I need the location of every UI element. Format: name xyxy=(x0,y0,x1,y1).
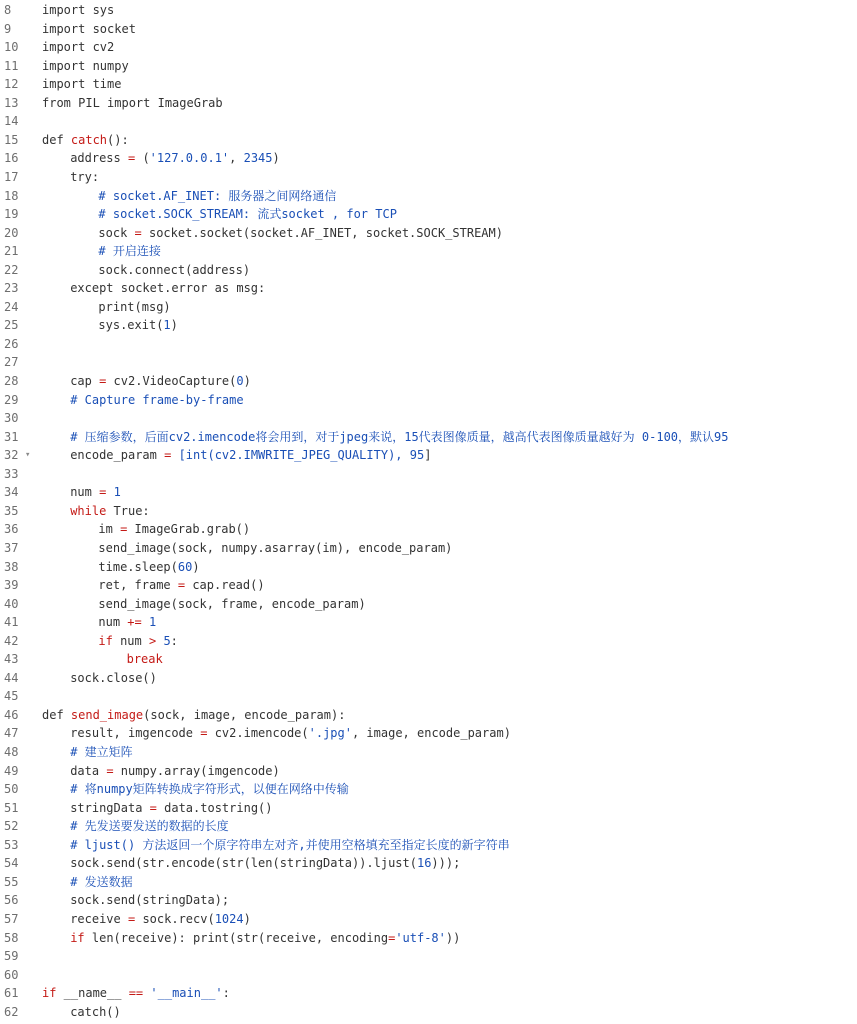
code-text xyxy=(98,205,397,223)
code-line[interactable] xyxy=(0,817,857,835)
code-token: def xyxy=(42,707,71,722)
code-token: [int(cv2.IMWRITE_JPEG_QUALITY), xyxy=(171,448,410,463)
code-line[interactable] xyxy=(0,131,857,149)
code-token: = xyxy=(106,763,114,778)
code-line[interactable] xyxy=(0,149,857,167)
code-token: (): xyxy=(107,132,129,147)
code-token: sock.send(stringData); xyxy=(70,893,230,908)
code-text xyxy=(98,224,503,242)
code-line[interactable] xyxy=(0,632,857,650)
code-token: import time xyxy=(42,77,122,92)
line-number: 52 xyxy=(4,819,19,834)
code-line[interactable] xyxy=(0,613,857,631)
line-number: 41 xyxy=(4,615,19,630)
code-token: ) xyxy=(243,911,251,926)
code-line[interactable] xyxy=(0,446,857,464)
line-number: 30 xyxy=(4,411,19,426)
fold-arrow-icon[interactable]: ▾ xyxy=(25,450,31,461)
code-token: break xyxy=(126,652,163,667)
code-token: , image, encode_param) xyxy=(351,726,511,741)
line-number: 56 xyxy=(4,893,19,908)
code-line[interactable] xyxy=(0,687,857,705)
code-token: result, imgencode xyxy=(70,726,201,741)
code-line[interactable] xyxy=(0,558,857,576)
code-text xyxy=(42,75,121,93)
code-token: address xyxy=(70,151,128,166)
code-text xyxy=(98,187,336,205)
line-number: 38 xyxy=(4,559,19,574)
code-text xyxy=(70,929,460,947)
code-text xyxy=(70,762,280,780)
code-token: socket.socket(socket.AF_INET, socket.SOCK_STREAM) xyxy=(141,225,503,240)
code-line[interactable] xyxy=(0,279,857,297)
code-token: while xyxy=(70,503,107,518)
code-token: # socket.SOCK_STREAM: 流式socket , for TCP xyxy=(98,207,397,222)
line-number: 12 xyxy=(4,77,19,92)
code-token: = xyxy=(177,578,186,593)
code-line[interactable] xyxy=(0,799,857,817)
code-text xyxy=(70,910,251,928)
code-line[interactable] xyxy=(0,20,857,38)
line-number: 37 xyxy=(4,540,19,555)
code-line[interactable] xyxy=(0,316,857,334)
code-line[interactable] xyxy=(0,873,857,891)
line-number: 16 xyxy=(4,151,19,166)
code-token: = xyxy=(99,374,107,388)
code-line[interactable] xyxy=(0,910,857,928)
code-token: time.sleep( xyxy=(98,559,178,574)
code-token: ))); xyxy=(431,856,461,871)
code-token: # 发送数据 xyxy=(70,874,133,889)
code-line[interactable] xyxy=(0,947,857,965)
code-token: sock xyxy=(98,225,135,240)
code-token: ImageGrab.grab() xyxy=(127,522,251,537)
code-token: > xyxy=(148,633,157,648)
code-token: # 开启连接 xyxy=(98,244,161,259)
code-text xyxy=(42,38,114,56)
line-number: 23 xyxy=(4,281,19,296)
code-token xyxy=(106,485,113,499)
line-number: 10 xyxy=(4,40,19,55)
code-line[interactable] xyxy=(0,502,857,520)
code-line[interactable] xyxy=(0,391,857,409)
code-token: = xyxy=(127,911,136,926)
code-line[interactable] xyxy=(0,168,857,186)
line-number: 35 xyxy=(4,503,19,518)
code-line[interactable] xyxy=(0,762,857,780)
line-number: 32 xyxy=(4,448,19,463)
line-number: 55 xyxy=(4,874,19,889)
code-line[interactable] xyxy=(0,539,857,557)
code-text xyxy=(70,743,132,761)
line-number: 17 xyxy=(4,169,19,184)
code-text xyxy=(70,446,431,464)
code-text xyxy=(98,520,250,538)
code-line[interactable] xyxy=(0,929,857,947)
code-line[interactable] xyxy=(0,94,857,112)
line-number: 24 xyxy=(4,299,19,314)
code-token: : xyxy=(222,986,230,1001)
line-number: 11 xyxy=(4,58,19,73)
code-line[interactable] xyxy=(0,966,857,984)
code-line[interactable] xyxy=(0,298,857,316)
line-number: 9 xyxy=(4,21,12,36)
code-text xyxy=(42,1,114,19)
code-line[interactable] xyxy=(0,353,857,371)
code-token: '127.0.0.1' xyxy=(149,151,230,166)
code-token: data.tostring() xyxy=(156,800,273,815)
code-token: += xyxy=(127,615,142,630)
code-token: ) xyxy=(170,318,178,333)
code-text xyxy=(42,131,129,149)
line-number: 43 xyxy=(4,652,19,667)
code-text xyxy=(98,595,365,613)
code-text xyxy=(98,298,170,316)
code-token: 1 xyxy=(148,615,157,630)
code-token: = xyxy=(200,726,208,741)
code-token: import cv2 xyxy=(42,40,115,55)
code-text xyxy=(70,873,132,891)
code-token: 95 xyxy=(409,448,425,463)
code-token: len(receive): print(str(receive, encoding xyxy=(84,930,389,945)
code-token: 0 xyxy=(236,374,244,388)
code-token: sock.connect(address) xyxy=(98,262,251,277)
code-token: num xyxy=(112,633,149,648)
code-token: im xyxy=(98,522,121,537)
code-token: except socket.error as msg: xyxy=(70,281,266,296)
line-number: 28 xyxy=(4,374,19,388)
code-line[interactable] xyxy=(0,724,857,742)
code-token: )) xyxy=(445,930,461,945)
code-text xyxy=(70,502,149,520)
code-token: 1 xyxy=(163,318,171,333)
line-number: 25 xyxy=(4,318,19,333)
code-text xyxy=(98,242,160,260)
code-token: send_image xyxy=(70,707,144,722)
code-token: def xyxy=(42,132,71,147)
code-token: try: xyxy=(70,169,100,184)
code-token: cap.read() xyxy=(185,578,265,593)
code-text xyxy=(70,149,280,167)
code-text xyxy=(70,780,349,798)
code-line[interactable] xyxy=(0,409,857,427)
code-text xyxy=(70,854,460,872)
code-token: print(msg) xyxy=(98,299,171,314)
code-token: sock.recv( xyxy=(135,911,215,926)
code-token: 1 xyxy=(113,485,121,500)
line-number: 27 xyxy=(4,355,19,370)
code-line[interactable] xyxy=(0,224,857,242)
code-line[interactable] xyxy=(0,595,857,613)
code-line[interactable] xyxy=(0,465,857,483)
code-text xyxy=(70,724,511,742)
code-token: if xyxy=(98,633,113,648)
code-token: '__main__' xyxy=(150,986,223,1001)
code-line[interactable] xyxy=(0,372,857,390)
code-token: data xyxy=(70,763,107,778)
line-number: 58 xyxy=(4,930,19,945)
line-number: 13 xyxy=(4,95,19,110)
code-line[interactable] xyxy=(0,483,857,501)
line-number: 39 xyxy=(4,578,19,593)
code-token: '.jpg' xyxy=(308,726,352,741)
line-number: 40 xyxy=(4,596,19,611)
code-token: catch xyxy=(70,132,108,147)
code-line[interactable] xyxy=(0,854,857,872)
code-token: sys.exit( xyxy=(98,318,164,333)
code-token: if xyxy=(42,986,57,1001)
line-number: 26 xyxy=(4,336,19,351)
line-number: 14 xyxy=(4,114,19,129)
code-token: cap xyxy=(70,374,100,388)
code-token: sock.close() xyxy=(70,670,157,685)
code-token: # socket.AF_INET: 服务器之间网络通信 xyxy=(98,188,337,203)
code-token: import socket xyxy=(42,21,136,36)
line-number: 51 xyxy=(4,800,19,815)
line-number: 19 xyxy=(4,207,19,222)
code-token: = xyxy=(134,225,142,240)
code-text xyxy=(70,1003,121,1021)
code-token: True: xyxy=(106,503,150,518)
code-line[interactable] xyxy=(0,335,857,353)
line-number: 60 xyxy=(4,967,19,982)
code-text xyxy=(70,279,265,297)
code-token: == xyxy=(128,986,144,1001)
code-token: , xyxy=(229,151,244,166)
code-line[interactable] xyxy=(0,669,857,687)
code-token: import sys xyxy=(42,3,115,17)
line-number: 57 xyxy=(4,911,19,926)
code-line[interactable] xyxy=(0,706,857,724)
line-number: 61 xyxy=(4,986,19,1001)
code-token: encode_param xyxy=(70,448,165,463)
code-line[interactable] xyxy=(0,187,857,205)
code-token: # 将numpy矩阵转换成字符形式，以便在网络中传输 xyxy=(70,782,349,797)
code-line[interactable] xyxy=(0,38,857,56)
code-token: import numpy xyxy=(42,58,129,73)
line-number: 47 xyxy=(4,726,19,741)
line-number: 49 xyxy=(4,763,19,778)
line-number: 48 xyxy=(4,745,19,759)
code-text xyxy=(98,576,264,594)
code-token: numpy.array(imgencode) xyxy=(113,763,280,778)
code-text xyxy=(70,817,228,835)
line-number: 42 xyxy=(4,633,19,648)
code-token: cv2.imencode( xyxy=(207,726,309,741)
line-number: 59 xyxy=(4,949,19,964)
code-token: 5 xyxy=(163,633,171,648)
code-text xyxy=(42,20,136,38)
code-line[interactable] xyxy=(0,780,857,798)
line-number: 21 xyxy=(4,244,19,259)
code-text xyxy=(70,428,728,446)
code-text xyxy=(70,836,509,854)
code-token: send_image(sock, numpy.asarray(im), encode_param) xyxy=(98,540,453,555)
code-token: send_image(sock, frame, encode_param) xyxy=(98,596,366,611)
code-line[interactable] xyxy=(0,205,857,223)
code-token: = xyxy=(99,485,107,500)
code-token: from PIL import ImageGrab xyxy=(42,95,223,110)
code-text xyxy=(42,706,345,724)
code-text xyxy=(70,372,251,390)
code-text xyxy=(70,891,229,909)
code-token: # ljust() 方法返回一个原字符串左对齐,并使用空格填充至指定长度的新字符串 xyxy=(70,837,510,852)
code-line[interactable] xyxy=(0,984,857,1002)
line-number: 34 xyxy=(4,485,19,500)
line-number: 18 xyxy=(4,188,19,203)
code-token: 1024 xyxy=(214,911,244,926)
code-token: = xyxy=(164,448,172,463)
code-text xyxy=(98,316,178,334)
code-text xyxy=(98,632,178,650)
code-text xyxy=(127,650,163,668)
code-token: ( xyxy=(135,151,150,166)
code-token: = xyxy=(127,151,136,166)
code-token: ] xyxy=(424,448,432,463)
line-number: 53 xyxy=(4,837,19,852)
code-token: 'utf-8' xyxy=(395,930,446,945)
code-token: receive xyxy=(70,911,128,926)
code-token: # Capture frame-by-frame xyxy=(70,392,244,407)
code-token: # 先发送要发送的数据的长度 xyxy=(70,819,229,834)
code-token: ) xyxy=(192,559,200,574)
line-number: 44 xyxy=(4,670,19,685)
code-token: 2345 xyxy=(243,151,273,166)
code-token: 60 xyxy=(177,559,193,574)
line-number: 20 xyxy=(4,225,19,240)
code-text xyxy=(70,669,157,687)
code-line[interactable] xyxy=(0,1,857,19)
line-number: 54 xyxy=(4,856,19,871)
code-token: stringData xyxy=(70,800,150,815)
code-text xyxy=(70,799,272,817)
code-token: = xyxy=(149,800,157,815)
code-token: = xyxy=(388,930,396,945)
line-number: 22 xyxy=(4,262,19,277)
code-text xyxy=(42,94,223,112)
code-text xyxy=(70,168,99,186)
line-number: 50 xyxy=(4,782,19,797)
code-text xyxy=(42,984,230,1002)
line-number: 15 xyxy=(4,132,19,147)
code-line[interactable] xyxy=(0,261,857,279)
code-line[interactable] xyxy=(0,650,857,668)
code-line[interactable] xyxy=(0,428,857,446)
line-number: 46 xyxy=(4,707,19,722)
code-text xyxy=(42,57,129,75)
code-token: sock.send(str.encode(str(len(stringData)).ljust( xyxy=(70,856,417,871)
code-line[interactable] xyxy=(0,743,857,761)
code-line[interactable] xyxy=(0,836,857,854)
line-number: 62 xyxy=(4,1004,19,1019)
code-line[interactable] xyxy=(0,576,857,594)
code-token: catch() xyxy=(70,1004,121,1019)
code-text xyxy=(98,613,156,631)
code-token: # 压缩参数，后面cv2.imencode将会用到，对于jpeg来说，15代表图像质量，越高代表图像质量越好为 0-100，默认95 xyxy=(70,429,729,444)
line-number: 8 xyxy=(4,3,12,17)
code-line[interactable] xyxy=(0,891,857,909)
code-token: = xyxy=(120,522,128,537)
code-token: # 建立矩阵 xyxy=(70,745,133,759)
line-number: 45 xyxy=(4,689,19,704)
code-token: : xyxy=(170,633,178,648)
code-token: cv2.VideoCapture( xyxy=(106,374,237,388)
code-token: num xyxy=(98,615,128,630)
code-line[interactable] xyxy=(0,112,857,130)
code-token: (sock, image, encode_param): xyxy=(143,707,346,722)
code-line[interactable] xyxy=(0,242,857,260)
code-token: if xyxy=(70,930,85,945)
code-token xyxy=(142,615,149,629)
line-number: 33 xyxy=(4,466,19,481)
code-token: ) xyxy=(243,374,251,388)
code-text xyxy=(70,391,243,409)
code-token: ) xyxy=(272,151,280,166)
line-number: 31 xyxy=(4,429,19,444)
code-text xyxy=(98,558,199,576)
code-line[interactable] xyxy=(0,520,857,538)
code-token: 16 xyxy=(416,856,432,871)
line-number: 29 xyxy=(4,392,19,407)
code-text xyxy=(98,539,452,557)
code-line[interactable] xyxy=(0,1003,857,1021)
code-token: ret, frame xyxy=(98,578,178,593)
code-text xyxy=(70,483,121,501)
code-token: num xyxy=(70,485,100,500)
code-line[interactable] xyxy=(0,57,857,75)
code-line[interactable] xyxy=(0,75,857,93)
code-token: __name__ xyxy=(56,986,129,1001)
code-text xyxy=(98,261,250,279)
line-number: 36 xyxy=(4,522,19,537)
